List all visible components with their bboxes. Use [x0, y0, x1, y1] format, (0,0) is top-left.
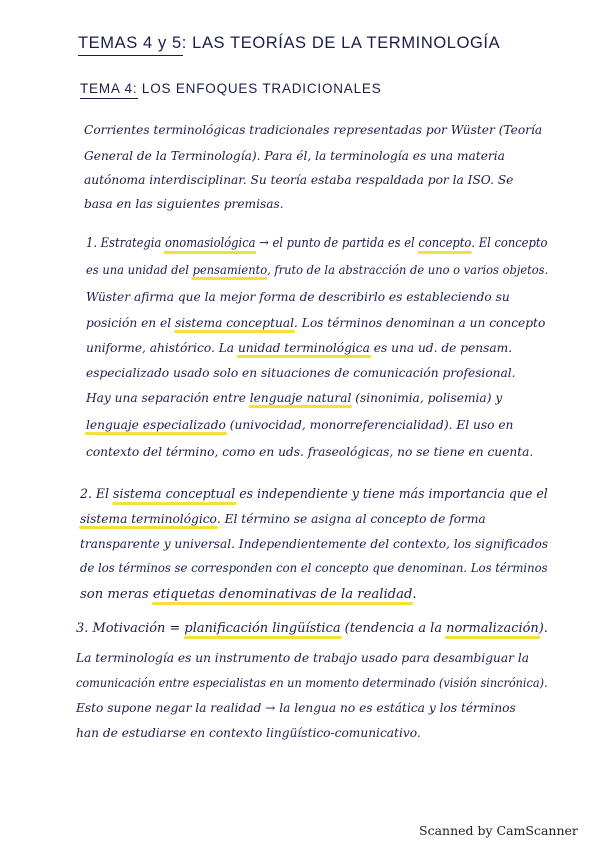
highlight-term: sistema conceptual	[113, 487, 236, 502]
point1-line-5: uniforme, ahistórico. La unidad terminológica es una ud. de pensam.	[86, 341, 513, 355]
highlight-term: onomasiológica	[164, 236, 256, 251]
point1-line-1: 1. Estrategia onomasiológica → el punto de partida es el concepto. El concepto	[86, 236, 548, 251]
point2-line-3: transparente y universal. Independientemente del contexto, los significados	[80, 537, 549, 551]
point2-line-5: son meras etiquetas denominativas de la realidad.	[80, 587, 417, 602]
intro-line-3: autónoma interdisciplinar. Su teoría estaba respaldada por la ISO. Se	[84, 173, 514, 187]
point1-line-4: posición en el sistema conceptual. Los términos denominan a un concepto	[86, 316, 546, 330]
point3-line-3: comunicación entre especialistas en un momento determinado (visión sincrónica).	[76, 676, 548, 690]
highlight-term: normalización	[446, 621, 539, 636]
highlight-term: concepto	[418, 236, 472, 251]
highlight-term: lenguaje natural	[249, 391, 352, 405]
point1-line-7: Hay una separación entre lenguaje natural (sinonimia, polisemia) y	[86, 391, 503, 405]
point1-line-9: contexto del término, como en uds. fraseológicas, no se tiene en cuenta.	[86, 445, 534, 459]
intro-line-2: General de la Terminología). Para él, la terminología es una materia	[84, 149, 505, 163]
highlight-term: unidad terminológica	[237, 341, 370, 355]
highlight-term: sistema conceptual	[175, 316, 294, 330]
point2-line-2: sistema terminológico. El término se asigna al concepto de forma	[80, 512, 486, 526]
point3-line-4: Esto supone negar la realidad → la lengua no es estática y los términos	[76, 701, 516, 715]
scanner-watermark: Scanned by CamScanner	[419, 823, 578, 838]
point3-line-1: 3. Motivación = planificación lingüística (tendencia a la normalización).	[76, 621, 548, 636]
title-underline	[78, 55, 183, 56]
highlight-term: sistema terminológico	[80, 512, 217, 526]
intro-line-1: Corrientes terminológicas tradicionales representadas por Wüster (Teoría	[84, 123, 543, 137]
point2-line-4: de los términos se corresponden con el concepto que denominan. Los términos	[80, 561, 548, 575]
highlight-term: pensamiento	[192, 263, 268, 277]
section-subtitle: TEMA 4: LOS ENFOQUES TRADICIONALES	[80, 81, 382, 96]
point1-line-2: es una unidad del pensamiento, fruto de la abstracción de uno o varios objetos.	[86, 263, 549, 277]
point2-line-1: 2. El sistema conceptual es independiente y tiene más importancia que el	[80, 487, 548, 502]
subtitle-underline	[80, 98, 138, 99]
intro-line-4: basa en las siguientes premisas.	[84, 197, 284, 211]
point1-line-8: lenguaje especializado (univocidad, monorreferencialidad). El uso en	[86, 418, 514, 432]
page-title: TEMAS 4 y 5: LAS TEORÍAS DE LA TERMINOLOGÍA	[78, 34, 501, 52]
highlight-term: lenguaje especializado	[86, 418, 226, 432]
point1-line-3: Wüster afirma que la mejor forma de describirlo es estableciendo su	[86, 290, 510, 304]
highlight-term: etiquetas denominativas de la realidad	[152, 587, 413, 602]
point3-line-2: La terminología es un instrumento de trabajo usado para desambiguar la	[76, 651, 530, 665]
point3-line-5: han de estudiarse en contexto lingüístico-comunicativo.	[76, 726, 421, 740]
highlight-term: planificación lingüística	[184, 621, 341, 636]
point1-line-6: especializado usado solo en situaciones de comunicación profesional.	[86, 366, 516, 380]
